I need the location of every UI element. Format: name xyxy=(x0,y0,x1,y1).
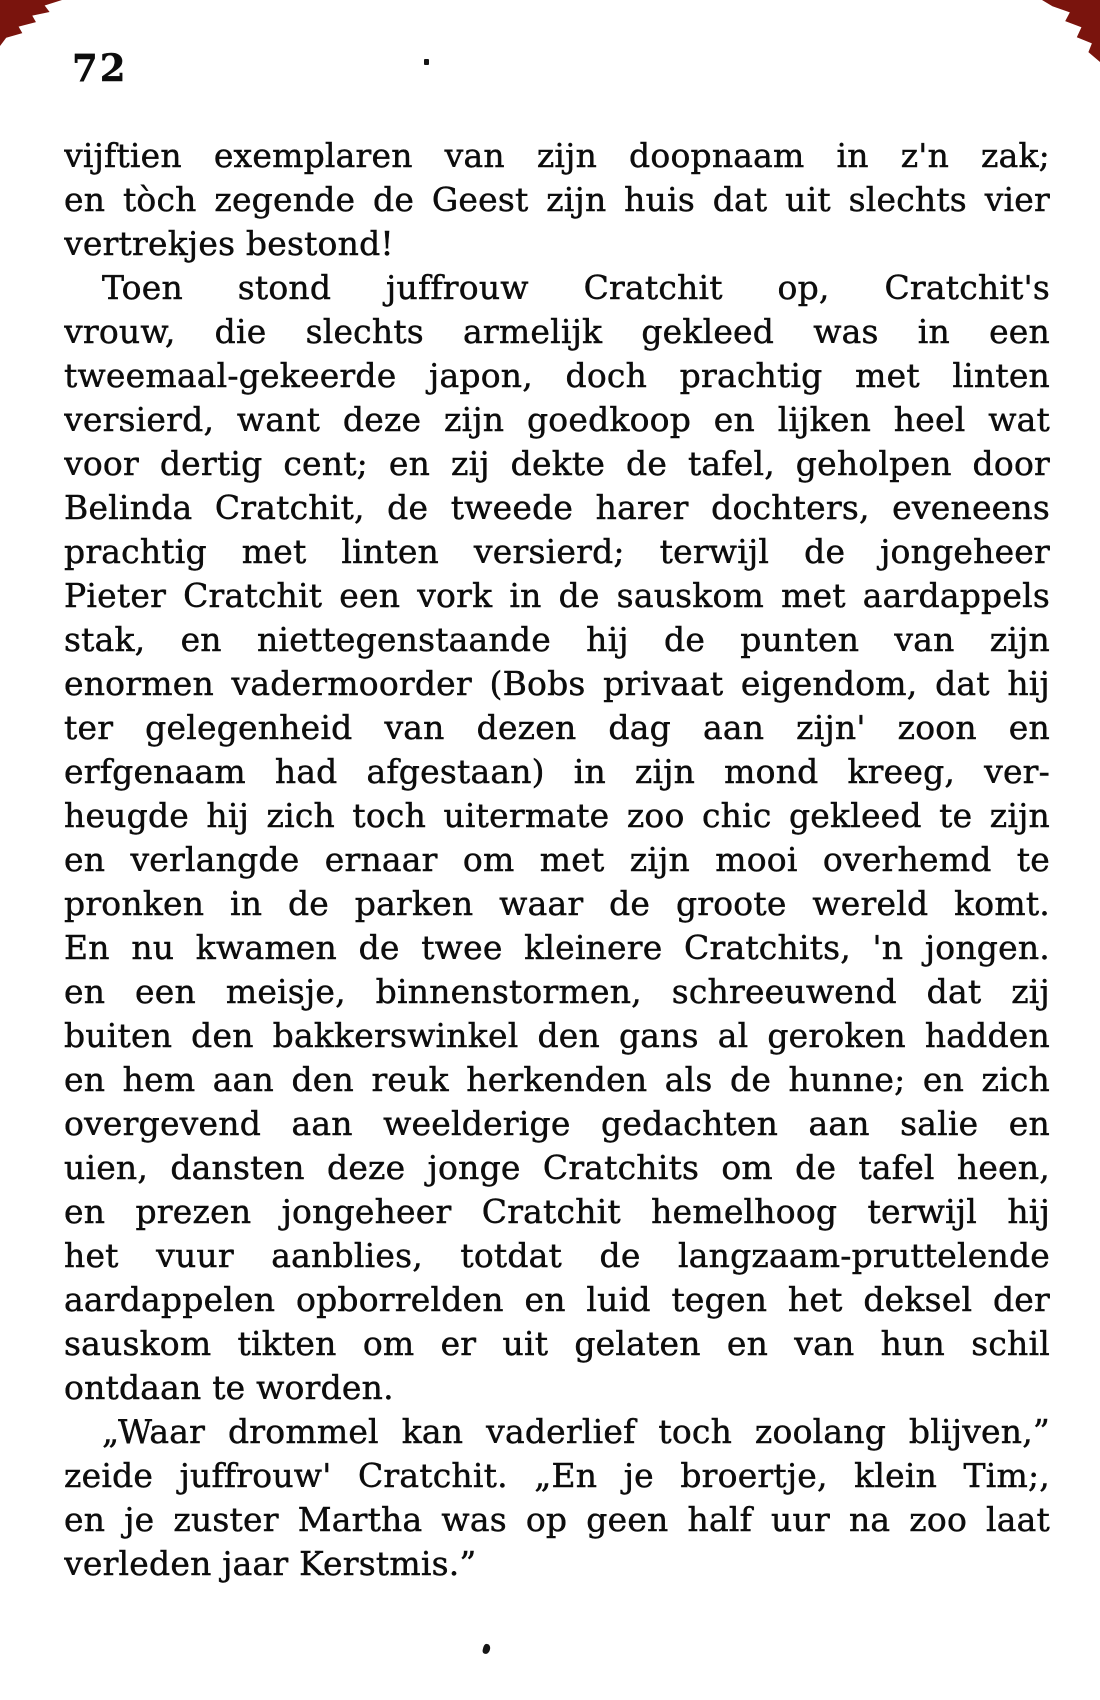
red-torn-corner-artifact-left xyxy=(0,0,62,46)
text-line: versierd, want deze zijn goedkoop en lijken heel wat xyxy=(64,400,1050,439)
text-line: uien, dansten deze jonge Cratchits om de tafel heen, xyxy=(64,1148,1050,1187)
text-line: aardappelen opborrelden en luid tegen het deksel der xyxy=(64,1280,1050,1319)
text-line: buiten den bakkerswinkel den gans al geroken hadden xyxy=(64,1016,1050,1055)
red-torn-corner-artifact-right xyxy=(1042,0,1100,62)
text-line: „Waar drommel kan vaderlief toch zoolang blijven,” xyxy=(102,1412,1050,1451)
text-line: en verlangde ernaar om met zijn mooi overhemd te xyxy=(64,840,1050,879)
text-line: overgevend aan weelderige gedachten aan salie en xyxy=(64,1104,1050,1143)
text-line: en je zuster Martha was op geen half uur na zoo laat xyxy=(64,1500,1050,1539)
text-line: erfgenaam had afgestaan) in zijn mond kreeg, ver- xyxy=(64,752,1050,791)
ink-speck-bottom xyxy=(482,1643,491,1654)
text-line: vrouw, die slechts armelijk gekleed was in een xyxy=(64,312,1050,351)
text-line: enormen vadermoorder (Bobs privaat eigendom, dat hij xyxy=(64,664,1050,703)
text-line: verleden jaar Kerstmis.” xyxy=(64,1544,477,1583)
text-line: vertrekjes bestond! xyxy=(64,224,394,263)
text-line: pronken in de parken waar de groote wereld komt. xyxy=(64,884,1050,923)
text-line: en hem aan den reuk herkenden als de hunne; en zich xyxy=(64,1060,1050,1099)
text-line: voor dertig cent; en zij dekte de tafel, geholpen door xyxy=(64,444,1050,483)
text-line: tweemaal-gekeerde japon, doch prachtig met linten xyxy=(64,356,1050,395)
text-line: het vuur aanblies, totdat de langzaam-pruttelende xyxy=(64,1236,1050,1275)
text-line: Pieter Cratchit een vork in de sauskom met aardappels xyxy=(64,576,1050,615)
text-line: ontdaan te worden. xyxy=(64,1368,394,1407)
text-line: zeide juffrouw' Cratchit. „En je broertje, klein Tim;, xyxy=(64,1456,1050,1495)
text-line: en prezen jongeheer Cratchit hemelhoog terwijl hij xyxy=(64,1192,1050,1231)
text-line: ter gelegenheid van dezen dag aan zijn' zoon en xyxy=(64,708,1050,747)
ink-speck-top xyxy=(424,59,429,65)
text-line: heugde hij zich toch uitermate zoo chic gekleed te zijn xyxy=(64,796,1050,835)
text-line: Toen stond juffrouw Cratchit op, Cratchit's xyxy=(102,268,1050,307)
text-line: en een meisje, binnenstormen, schreeuwend dat zij xyxy=(64,972,1050,1011)
text-line: prachtig met linten versierd; terwijl de jongeheer xyxy=(64,532,1050,571)
text-line: en tòch zegende de Geest zijn huis dat uit slechts vier xyxy=(64,180,1050,219)
body-text xyxy=(64,134,1050,1586)
text-line: Belinda Cratchit, de tweede harer dochters, eveneens xyxy=(64,488,1050,527)
page-number: 72 xyxy=(72,46,128,90)
text-line: sauskom tikten om er uit gelaten en van hun schil xyxy=(64,1324,1050,1363)
text-line: stak, en niettegenstaande hij de punten van zijn xyxy=(64,620,1050,659)
text-line: En nu kwamen de twee kleinere Cratchits, 'n jongen. xyxy=(64,928,1050,967)
text-line: vijftien exemplaren van zijn doopnaam in z'n zak; xyxy=(64,136,1050,175)
